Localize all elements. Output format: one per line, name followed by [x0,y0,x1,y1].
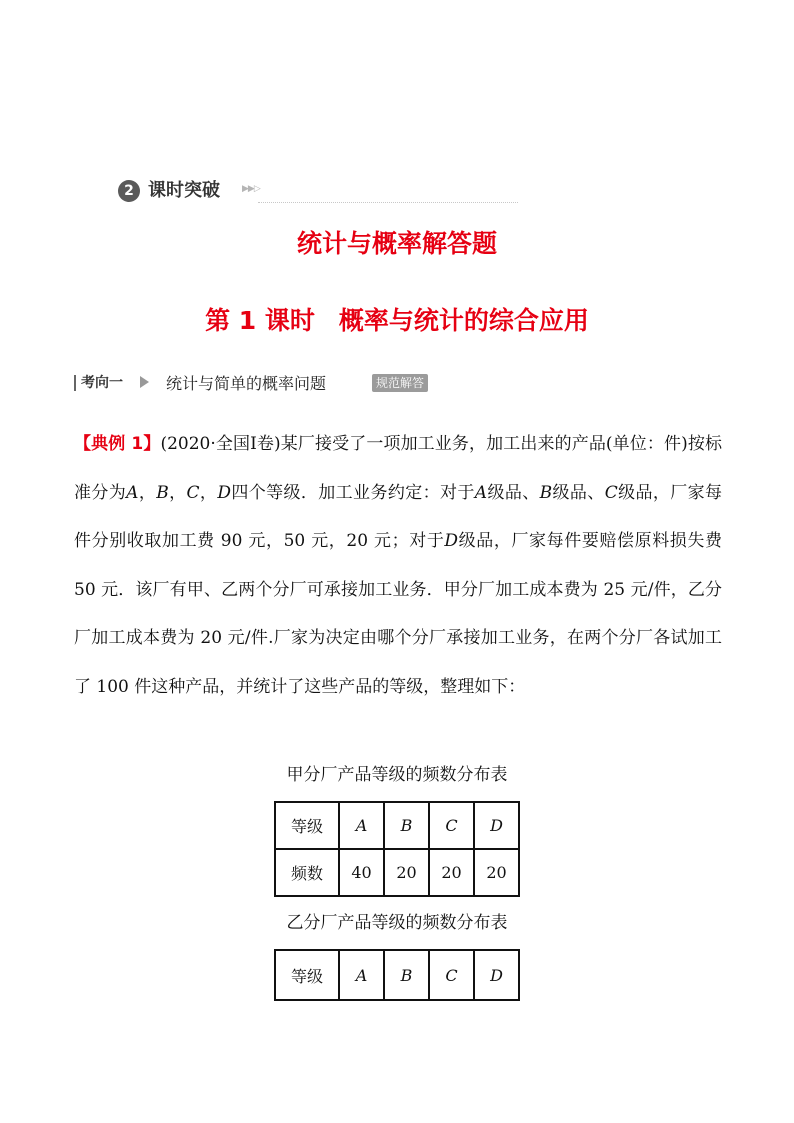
standard-answer-badge: 规范解答 [372,374,428,392]
page-title: 统计与概率解答题 [296,229,497,258]
table-row [275,849,519,896]
table-cell: 20 [474,849,519,896]
direction-topic: 统计与简单的概率问题 [166,374,327,393]
problem-text-1: (2020·全国Ⅰ卷)某厂接受了一项加工业务，加工出来的产品(单位：件)按标准分为 [74,434,722,503]
lesson-title [0,301,794,337]
arrow-decoration-icon: ▶▶▷ [242,184,260,194]
grade-d: D [217,482,231,503]
direction-header [74,372,444,396]
table2-caption: 乙分厂产品等级的频数分布表 [286,913,508,933]
table-cell: 20 [429,849,474,896]
grade-a: A [126,482,139,503]
problem-text-6: 级品，厂家每件要赔偿原料损失费 50 元．该厂有甲、乙两个分厂可承接加工业务．甲分厂加工成本费为 25 元/件，乙分厂加工成本费为 20 元/件.厂家为决定由哪个分厂承接加工业务，在两个分厂各试加工了 100 件这种产品，并统计了这些产品的等级，整理如下： [74,531,722,697]
section-label: 课时突破 [148,180,220,201]
table-cell: B [384,802,429,849]
dotted-divider [258,202,518,203]
table-cell: A [339,802,384,849]
table-cell: A [339,950,384,1000]
factory-a-table [274,801,520,897]
grade-a: A [474,482,488,503]
section-number-icon: 2 [118,180,140,202]
triangle-arrow-icon [140,376,149,388]
direction-tag: 考向一 [81,375,123,391]
factory-b-table [274,949,520,1001]
problem-text-2: 四个等级．加工业务约定：对于 [230,482,475,503]
table-cell: C [429,950,474,1000]
problem-text-3: 级品、 [487,482,540,503]
grade-b: B [156,482,169,503]
table-row [275,950,519,1000]
table-cell: 20 [384,849,429,896]
separator: ， [168,482,187,503]
grade-d: D [444,531,459,551]
table-row [275,802,519,849]
grade-c: C [186,482,200,503]
table-header-cell: 频数 [275,849,339,896]
separator: ， [199,482,218,503]
grade-c: C [604,482,618,503]
table-cell: B [384,950,429,1000]
separator: ， [138,482,157,503]
table-cell: 40 [339,849,384,896]
table-header-cell: 等级 [275,802,339,849]
problem-text-5: 级品，厂家每件分别收取加工费 90 元，50 元，20 元；对于 [74,482,723,551]
table-cell: D [474,802,519,849]
lesson-topic: 概率与统计的综合应用 [338,306,589,335]
table1-caption: 甲分厂产品等级的频数分布表 [286,765,508,785]
grade-b: B [539,482,553,503]
table-header-cell: 等级 [275,950,339,1000]
example-label: 【典例 1】 [74,434,161,454]
section-header [118,178,518,206]
table-cell: D [474,950,519,1000]
problem-paragraph [74,420,722,711]
problem-text-4: 级品、 [552,482,605,503]
direction-bar [74,375,76,391]
lesson-number: 第 1 课时 [205,306,315,335]
table-cell: C [429,802,474,849]
